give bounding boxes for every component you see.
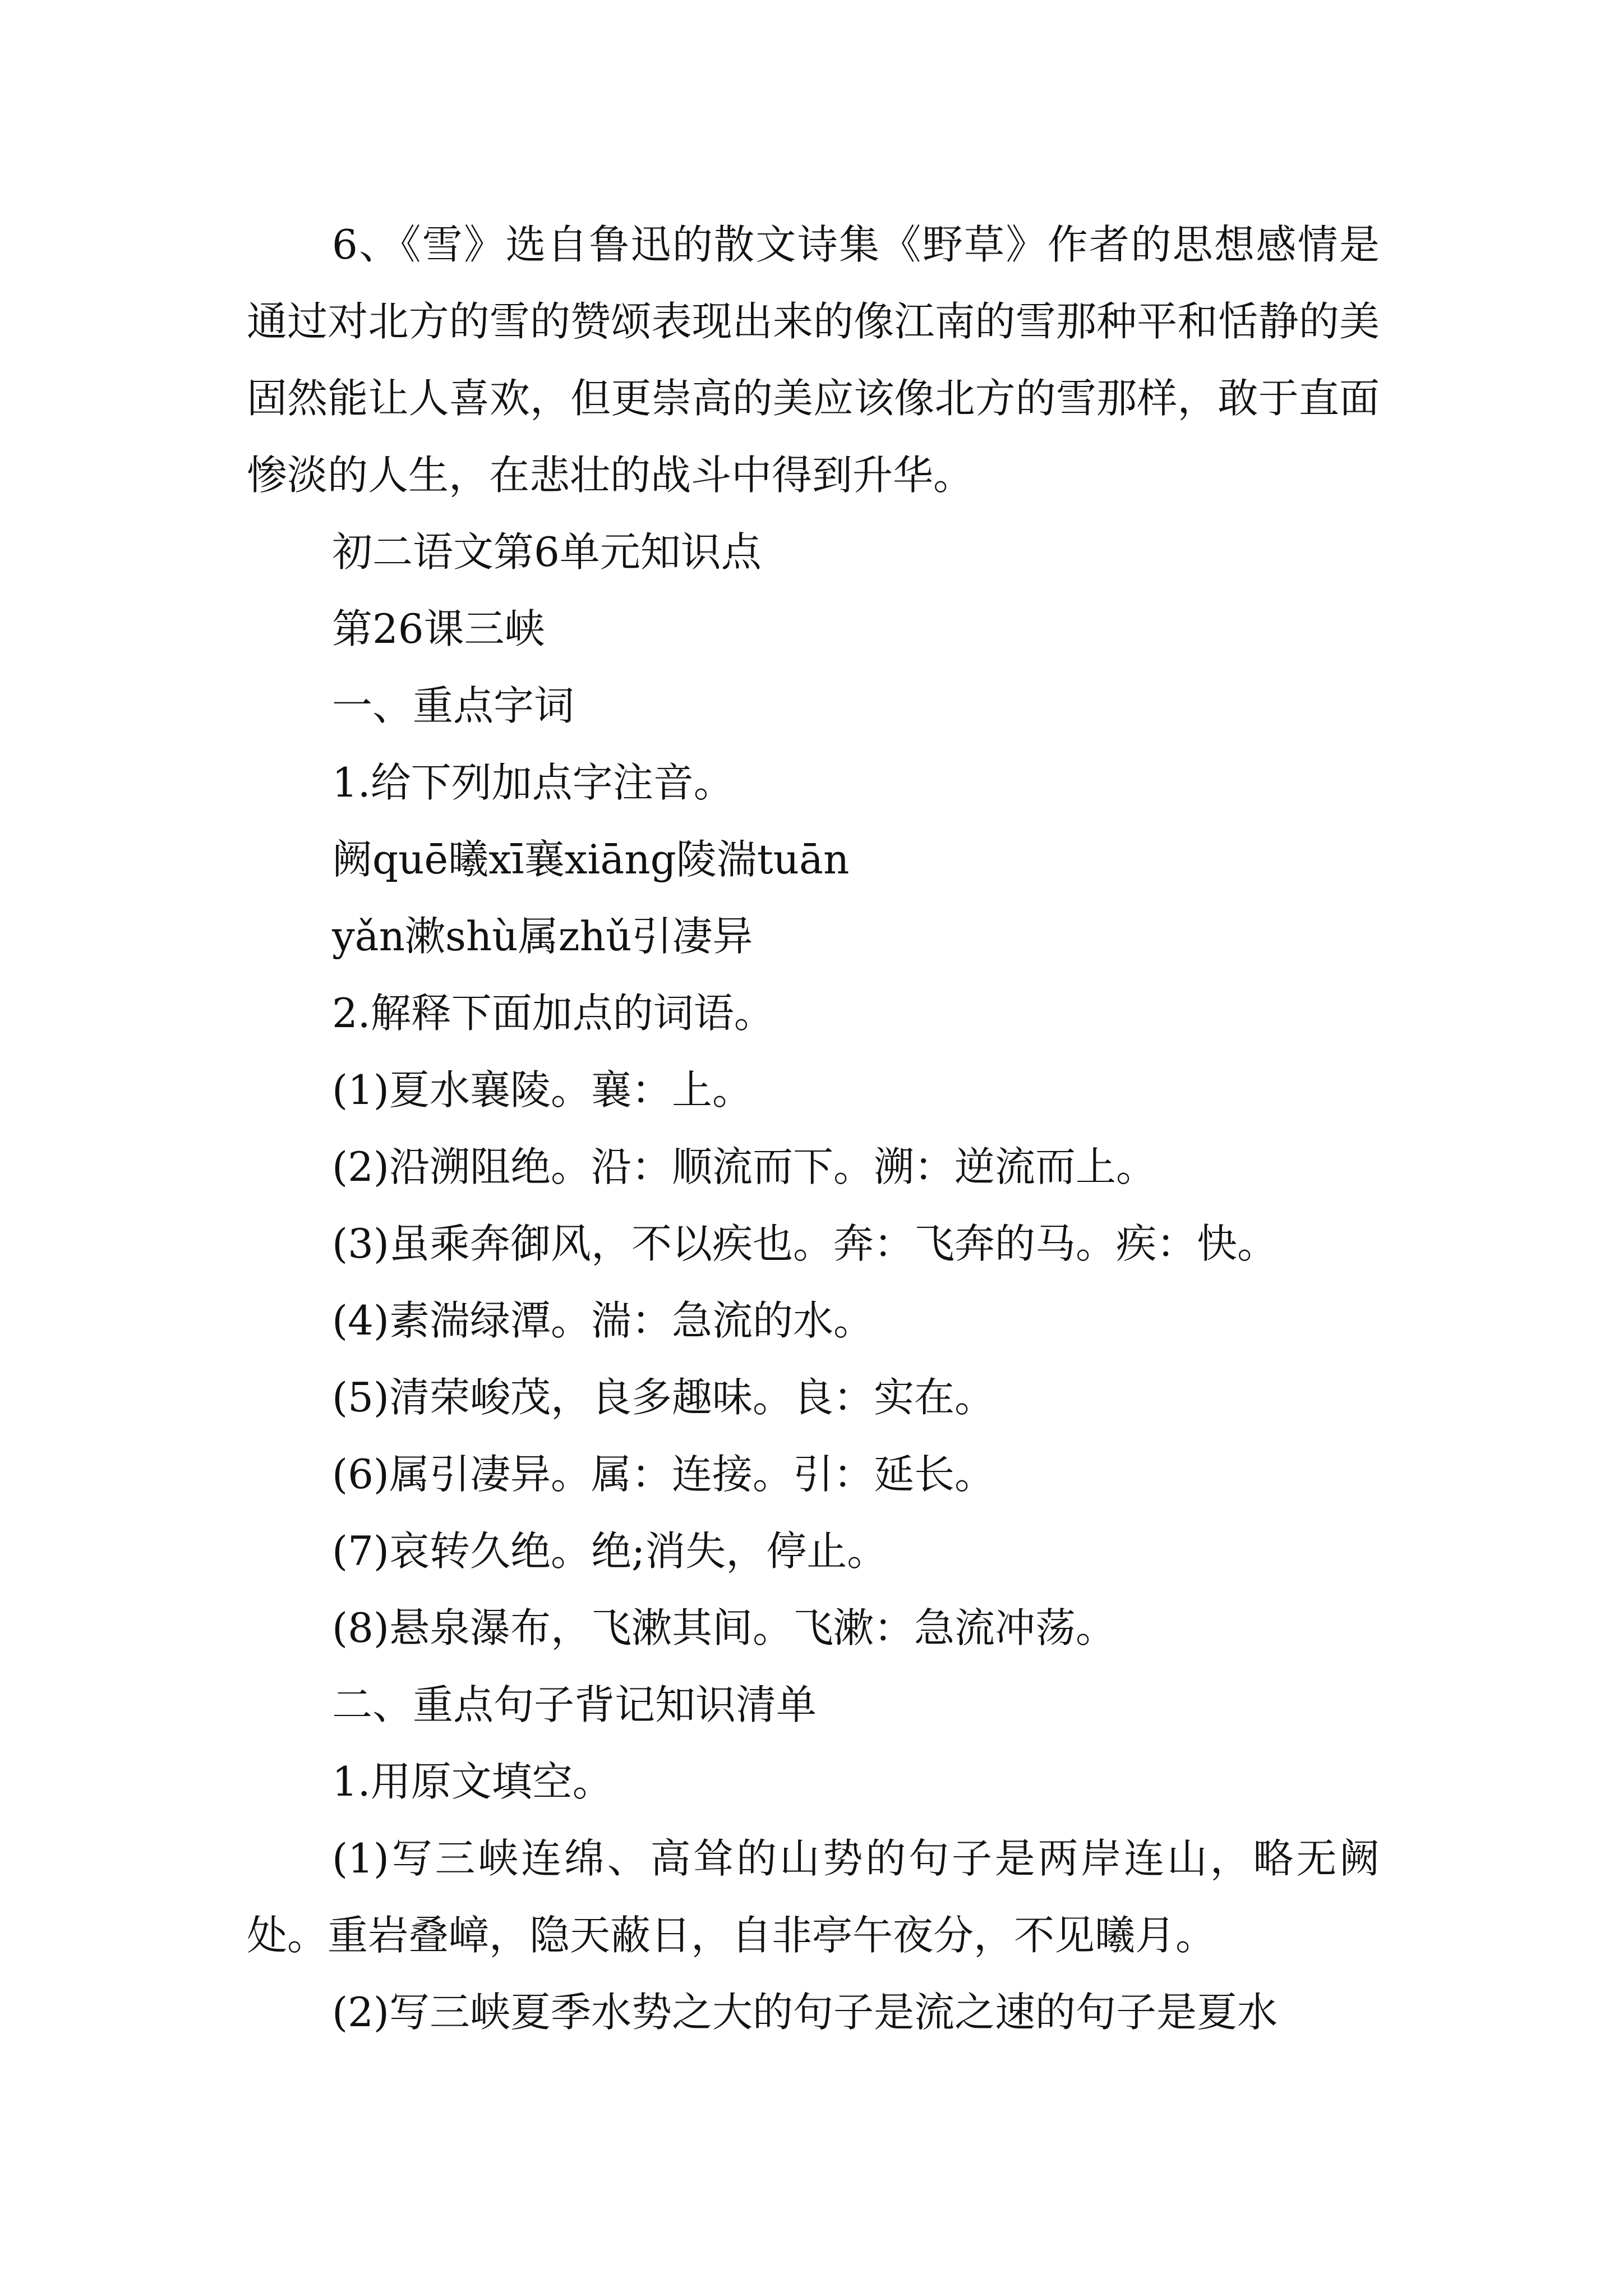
- unit-title: 初二语文第6单元知识点: [332, 528, 762, 576]
- section-heading-sentences: 二、重点句子背记知识清单: [332, 1681, 817, 1728]
- fill-in-heading: 1.用原文填空。: [332, 1758, 613, 1805]
- explanation-item: (4)素湍绿潭。湍：急流的水。: [332, 1297, 874, 1344]
- explanation-item: (2)沿溯阻绝。沿：顺流而下。溯：逆流而上。: [332, 1143, 1156, 1190]
- fill-in-item: (1)写三峡连绵、高耸的山势的句子是两岸连山，略无阙处。重岩叠嶂，隐天蔽日，自非亭午夜分，不见曦月。: [247, 1835, 1380, 1959]
- explanation-item: (3)虽乘奔御风，不以疾也。奔：飞奔的马。疾：快。: [332, 1220, 1278, 1267]
- question-explain-heading: 2.解释下面加点的词语。: [332, 990, 774, 1037]
- fill-in-item: (2)写三峡夏季水势之大的句子是流之速的句子是夏水: [332, 1989, 1278, 2036]
- explanation-item: (5)清荣峻茂，良多趣味。良：实在。: [332, 1374, 995, 1421]
- section-heading-key-words: 一、重点字词: [332, 682, 575, 729]
- pinyin-line: 阙quē曦xī襄xiāng陵湍tuān: [332, 836, 850, 883]
- lesson-title: 第26课三峡: [332, 605, 545, 652]
- explanation-item: (1)夏水襄陵。襄：上。: [332, 1066, 753, 1114]
- explanation-item: (7)哀转久绝。绝;消失，停止。: [332, 1527, 888, 1575]
- document-page: [247, 206, 1380, 2051]
- explanation-item: (6)属引凄异。属：连接。引：延长。: [332, 1451, 995, 1498]
- question-pinyin-heading: 1.给下列加点字注音。: [332, 759, 734, 806]
- explanation-item: (8)悬泉瀑布，飞漱其间。飞漱：急流冲荡。: [332, 1604, 1116, 1651]
- intro-paragraph: 6、《雪》选自鲁迅的散文诗集《野草》作者的思想感情是通过对北方的雪的赞颂表现出来的像江南的雪那种平和恬静的美固然能让人喜欢，但更崇高的美应该像北方的雪那样，敢于直面惨淡的人生，在悲壮的战斗中得到升华。: [247, 221, 1380, 499]
- pinyin-line: yǎn漱shù属zhǔ引凄异: [332, 913, 753, 960]
